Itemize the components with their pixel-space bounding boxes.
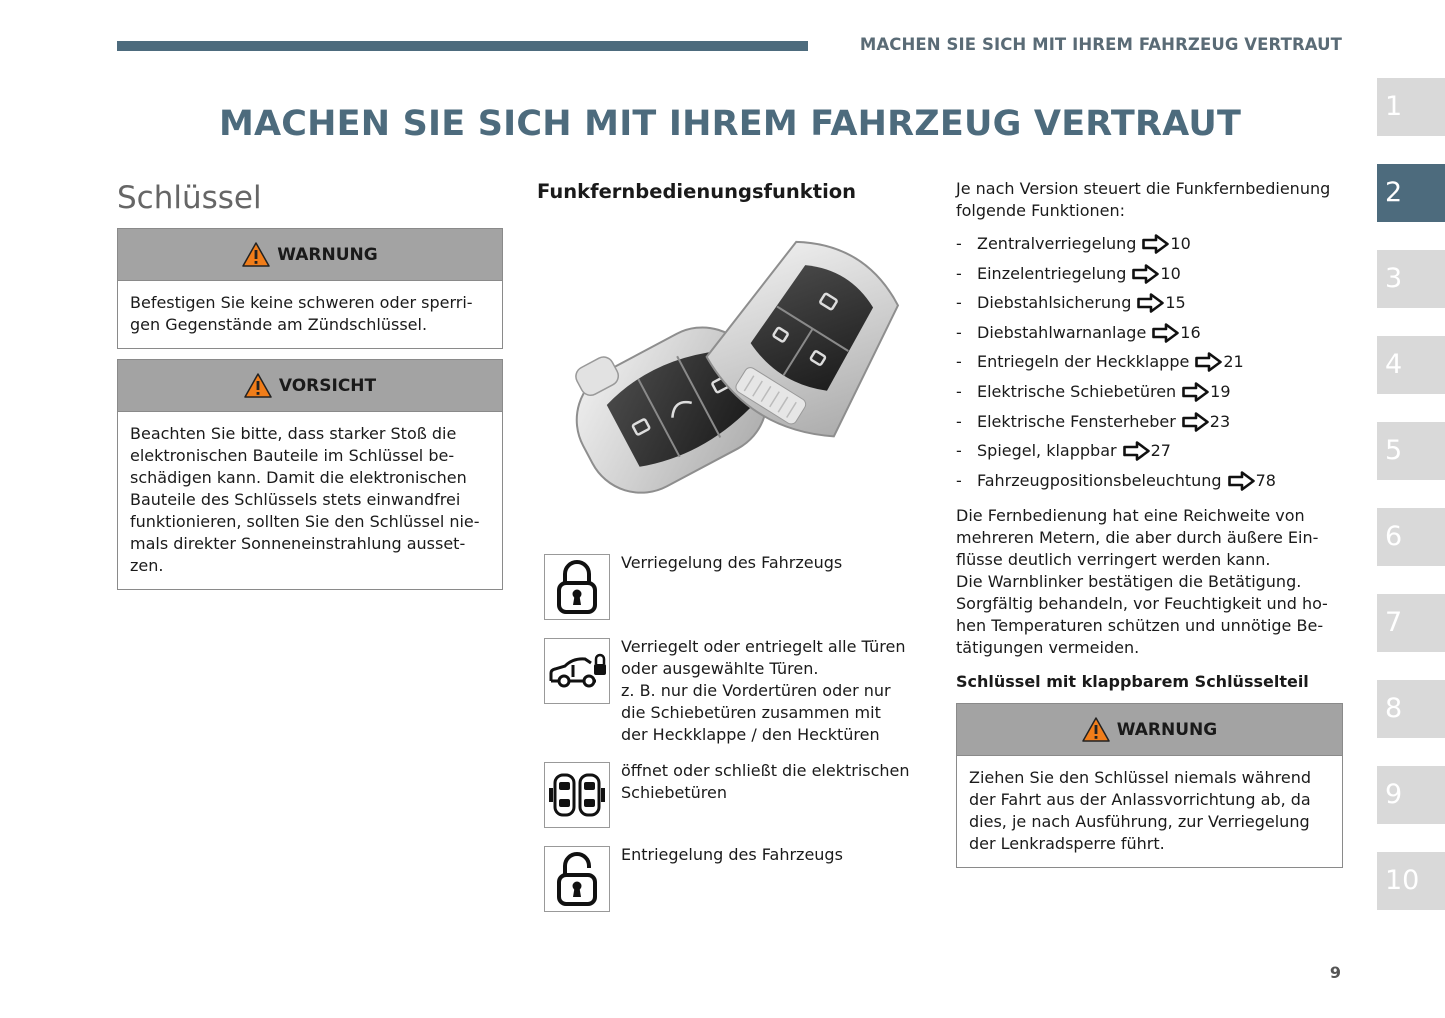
section-title: Schlüssel — [117, 180, 262, 216]
chapter-tab-1[interactable]: 1 — [1377, 78, 1445, 136]
lock-description: Verriegelung des Fahrzeugs — [621, 553, 843, 572]
page-ref-link[interactable]: 27 — [1123, 440, 1171, 462]
warning-text: Ziehen Sie den Schlüssel niemals während der Fahrt aus der Anlassvorrichtung ab, da dies, je nach Ausführung, zur Verriegelung der Lenkradsperre führt. — [969, 768, 1312, 854]
page-ref-link[interactable]: 19 — [1182, 381, 1230, 403]
warning-box — [956, 703, 1343, 868]
page-ref-link[interactable]: 78 — [1228, 470, 1276, 492]
warning-label: WARNUNG — [1116, 719, 1218, 740]
column-keys — [117, 180, 503, 600]
list-item: - Zentralverriegelung 10 — [956, 234, 1191, 253]
unlock-icon — [555, 851, 599, 907]
chapter-tab-4[interactable]: 4 — [1377, 336, 1445, 394]
folding-key-subhead: Schlüssel mit klappbarem Schlüsselteil — [956, 672, 1309, 692]
arrow-right-icon — [1137, 293, 1164, 313]
warning-box-header — [118, 229, 502, 281]
car-lock-icon — [547, 651, 607, 691]
page-ref-link[interactable]: 10 — [1142, 233, 1190, 255]
list-item: - Diebstahlsicherung 15 — [956, 293, 1186, 313]
function-list — [956, 233, 1343, 499]
warning-triangle-icon — [1082, 717, 1110, 742]
arrow-right-icon — [1132, 264, 1159, 284]
header-rule — [117, 41, 808, 51]
page-ref-link[interactable]: 23 — [1182, 411, 1230, 433]
warning-triangle-icon — [242, 242, 270, 267]
page-title: MACHEN SIE SICH MIT IHREM FAHRZEUG VERTRAUT — [218, 104, 1242, 144]
warning-text: Befestigen Sie keine schweren oder sperrigen Gegenstände am Zündschlüssel. — [130, 293, 473, 334]
unlock-description: Entriegelung des Fahrzeugs — [621, 845, 843, 864]
arrow-right-icon — [1152, 323, 1179, 343]
arrow-right-icon — [1182, 382, 1209, 402]
page-number: 9 — [1329, 963, 1341, 982]
hazard-lights-paragraph: Die Warnblinker bestätigen die Betätigung. — [956, 572, 1302, 592]
sliding-doors-icon — [547, 772, 607, 818]
chapter-tab-10[interactable]: 10 — [1377, 852, 1445, 910]
caution-text: Beachten Sie bitte, dass starker Stoß die elektronischen Bauteile im Schlüssel beschädigen kann. Damit die elektronischen Bauteile des Schlüssels stets einwandfrei funktionieren, sollten Sie den Schlüssel niemals direkter Sonneneinstrahlung aussetzen. — [130, 424, 480, 575]
arrow-right-icon — [1195, 352, 1222, 372]
list-item: - Spiegel, klappbar 27 — [956, 441, 1171, 461]
arrow-right-icon — [1123, 441, 1150, 461]
list-item: - Elektrische Schiebetüren 19 — [956, 381, 1231, 401]
page-ref-link[interactable]: 10 — [1132, 263, 1180, 285]
chapter-tab-9[interactable]: 9 — [1377, 766, 1445, 824]
functions-intro: Je nach Version steuert die Funkfernbedienung folgende Funktionen: — [956, 179, 1331, 220]
list-item: - Einzelentriegelung 10 — [956, 263, 1181, 283]
chapter-tab-2[interactable]: 2 — [1377, 164, 1445, 222]
warning-box — [117, 228, 503, 349]
page-ref-link[interactable]: 15 — [1137, 292, 1185, 314]
caution-label: VORSICHT — [278, 375, 377, 396]
range-paragraph: Die Fernbedienung hat eine Reichweite von mehreren Metern, die aber durch äußere Einflüsse deutlich verringert werden kann. — [956, 506, 1319, 570]
chapter-tab-8[interactable]: 8 — [1377, 680, 1445, 738]
caution-box-header — [118, 360, 502, 412]
column-remote — [537, 180, 907, 203]
running-head: MACHEN SIE SICH MIT IHREM FAHRZEUG VERTRAUT — [859, 35, 1342, 54]
page-ref-link[interactable]: 16 — [1152, 322, 1200, 344]
list-item: - Fahrzeugpositionsbeleuchtung 78 — [956, 470, 1276, 490]
car-lock-description: Verriegelt oder entriegelt alle Türen oder ausgewählte Türen. z. B. nur die Vordertüren oder nur die Schiebetüren zusammen mit der Heckklappe / den Hecktüren — [621, 637, 906, 744]
page-ref-link[interactable]: 21 — [1195, 351, 1243, 373]
lock-icon — [555, 559, 599, 615]
caution-box — [117, 359, 503, 590]
warning-triangle-icon — [244, 373, 272, 398]
key-fob-illustration — [545, 228, 920, 508]
warning-box-header — [957, 704, 1342, 756]
arrow-right-icon — [1228, 471, 1255, 491]
warning-label: WARNUNG — [277, 244, 378, 265]
list-item: - Entriegeln der Heckklappe 21 — [956, 352, 1244, 372]
column-functions — [956, 178, 1343, 878]
arrow-right-icon — [1142, 234, 1169, 254]
chapter-tab-6[interactable]: 6 — [1377, 508, 1445, 566]
chapter-tab-5[interactable]: 5 — [1377, 422, 1445, 480]
care-paragraph: Sorgfältig behandeln, vor Feuchtigkeit und hohen Temperaturen schützen und unnötige Betätigungen vermeiden. — [956, 594, 1328, 658]
list-item: - Diebstahlwarnanlage 16 — [956, 322, 1201, 342]
chapter-tab-7[interactable]: 7 — [1377, 594, 1445, 652]
list-item: - Elektrische Fensterheber 23 — [956, 411, 1231, 431]
arrow-right-icon — [1182, 412, 1209, 432]
chapter-tab-3[interactable]: 3 — [1377, 250, 1445, 308]
remote-subhead: Funkfernbedienungsfunktion — [537, 180, 857, 203]
sliding-doors-description: öffnet oder schließt die elektrischen Schiebetüren — [621, 761, 910, 802]
